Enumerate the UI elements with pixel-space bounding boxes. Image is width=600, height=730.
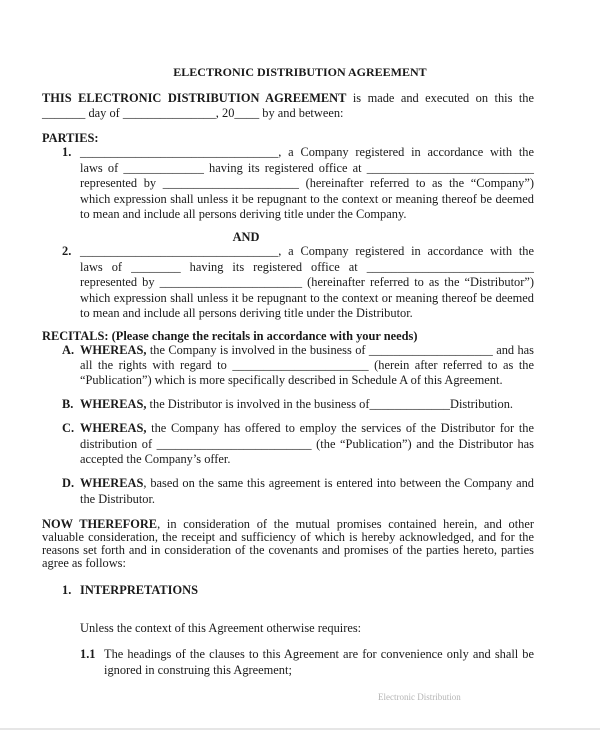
recital-a-line [80,343,534,358]
party-2-line: which expression shall unless it be repugnant to the context or meaning thereof be deemed [80,291,534,305]
party-1-number: 1. [62,145,72,159]
clause-1-1-line: ignored in construing this Agreement; [104,663,292,677]
recital-d-line [80,476,534,491]
recital-d-letter: D. [62,476,75,490]
document-title: ELECTRONIC DISTRIBUTION AGREEMENT [173,65,427,79]
recital-b-letter: B. [62,397,74,411]
recital-c-line: distribution of _________________________ (the “Publication”) and the Distributor has [80,437,534,451]
party-2-line: laws of ________ having its registered office at ___________________________ [80,260,534,274]
now-therefore-bold: NOW THEREFORE [42,517,158,531]
recital-a-text: the Company is involved in the business of ____________________ and has [146,343,534,357]
recital-a-bold: WHEREAS, [80,343,147,357]
cutoff-text-fragment: Electronic Distribution [378,692,461,702]
recital-a-line: all the rights with regard to ______________________ (herein after referred to as the [80,358,534,372]
and-label: AND [232,230,260,244]
section-1-number: 1. [62,583,72,597]
section-1-title: INTERPRETATIONS [80,583,198,597]
party-2-line: ________________________________, a Company registered in accordance with the [80,244,534,258]
recitals-heading: RECITALS: (Please change the recitals in accordance with your needs) [42,329,418,343]
now-therefore-line: reasons set forth and in consideration of the covenants and promises of the parties hereto, parties [42,543,534,557]
now-therefore-line: agree as follows: [42,556,126,570]
recital-d-text: , based on the same this agreement is entered into between the Company and [143,476,534,490]
party-2-number: 2. [62,244,72,258]
recital-c-letter: C. [62,421,75,435]
party-2-line: to mean and include all persons deriving title under the Distributor. [80,306,413,320]
intro-bold: THIS ELECTRONIC DISTRIBUTION AGREEMENT [42,91,347,105]
party-1-line: represented by ______________________ (hereinafter referred to as the “Company”) [80,176,534,190]
recital-c-bold: WHEREAS, [80,421,147,435]
now-therefore-text: , in consideration of the mutual promises contained herein, and other [157,517,534,531]
clause-1-1-line: The headings of the clauses to this Agreement are for convenience only and shall be [104,647,534,661]
intro-line-1 [42,91,534,106]
party-1-line: to mean and include all persons deriving title under the Company. [80,207,407,221]
now-therefore-line: valuable consideration, the receipt and sufficiency of which is hereby acknowledged, and for the [42,530,534,544]
recital-d-line: the Distributor. [80,492,156,506]
recital-c-text: the Company has offered to employ the services of the Distributor for the [146,421,534,435]
party-1-line: ________________________________, a Company registered in accordance with the [80,145,534,159]
clause-1-1-number: 1.1 [80,647,96,661]
party-1-line: which expression shall unless it be repugnant to the context or meaning thereof be deemed [80,192,534,206]
recital-b-text: the Distributor is involved in the business of_____________Distribution. [146,397,513,411]
recital-b-line [80,397,534,412]
parties-heading: PARTIES: [42,131,99,145]
recital-a-letter: A. [62,343,75,357]
recital-b-bold: WHEREAS, [80,397,147,411]
unless-text: Unless the context of this Agreement otherwise requires: [80,621,362,635]
intro-text: is made and executed on this the [346,91,534,105]
recital-c-line [80,421,534,436]
recital-d-bold: WHEREAS [80,476,144,490]
recital-a-line: “Publication”) which is more specifically described in Schedule A of this Agreement. [80,373,503,387]
party-2-line: represented by _______________________ (hereinafter referred to as the “Distributor”) [80,275,534,289]
party-1-line: laws of _____________ having its registered office at ___________________________ [80,161,534,175]
intro-line-2: _______ day of _______________, 20____ by and between: [42,106,344,120]
recital-c-line: accepted the Company’s offer. [80,452,231,466]
